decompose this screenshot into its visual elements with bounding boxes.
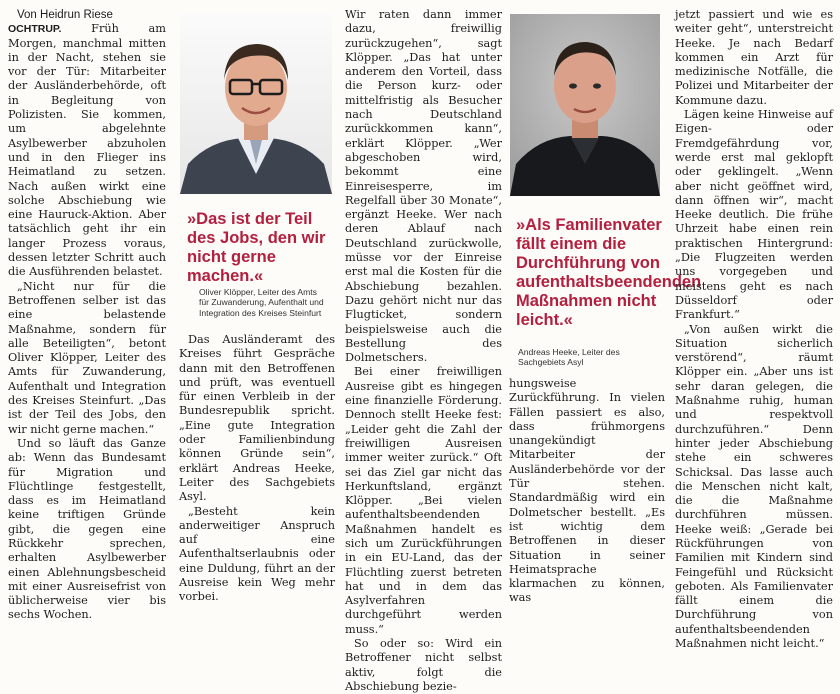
paragraph: „Besteht kein anderweitiger Anspruch auf eine Aufenthaltserlaubnis oder eine Duldung, führt an der Ausreise kein Weg mehr vorbei.	[179, 504, 335, 604]
article-column-2	[179, 333, 335, 604]
pull-quote-heeke: »Als Familienvater fällt einem die Durchführung von aufenthaltsbeendenden Maßnahmen nicht leicht.«	[516, 216, 702, 329]
paragraph: Bei einer freiwilligen Ausreise gibt es hingegen eine finanzielle Förderung. Dennoch stellt Heeke fest: „Leider geht die Zahl der freiwilligen Ausreisen immer weiter zurück.“ Oft sei das Ziel gar nicht das Herkunftsland, ergänzt Klöpper. „Bei vielen aufenthaltsbeendenden Maßnahmen handelt es sich um Zurückführungen in ein EU-Land, das der Flüchtling zuerst betreten hat und in dem das Asylverfahren durchgeführt werden muss.“	[345, 365, 502, 636]
paragraph: jetzt passiert und wie es weiter geht“, unterstreicht Heeke. Je nach Bedarf kommen ein Arzt für medizinische Notfälle, die Polizei und Mitarbeiter der Kommune dazu.	[675, 8, 833, 107]
paragraph: „Von außen wirkt die Situation sicherlich verstörend“, räumt Klöpper ein. „Aber uns ist sehr daran gelegen, die Maßnahme ruhig, human und respektvoll durchzuführen.“ Denn hinter jeder Abschiebung stehe ein schweres Schicksal. Das lasse auch die Menschen nicht kalt, die die Maßnahme durchführen müssen. Heeke weiß: „Gerade bei Rückführungen von Familien mit Kindern sind Feingefühl und Rücksicht geboten. Als Familienvater fällt einem die Durchführung von aufenthaltsbeendenden Maßnahmen nicht leicht.“	[675, 322, 833, 651]
paragraph: Und so läuft das Ganze ab: Wenn das Bundesamt für Migration und Flüchtlinge festgestellt, dass es im Heimatland keine triftigen Gründe gibt, die gegen eine Rückkehr sprechen, erhalten Asylbewerber einen Ablehnungsbescheid mit einer Ausreisefrist von üblicherweise vier bis sechs Wochen.	[8, 436, 166, 622]
article-column-4	[509, 377, 665, 605]
article-column-5	[675, 8, 833, 651]
dateline: OCHTRUP.	[8, 23, 62, 36]
paragraph: Das Ausländeramt des Kreises führt Gespräche dann mit den Betroffenen und prüft, was eventuell für einen Verbleib in der Bundesrepublik spricht. „Eine gute Integration oder Familienbindung können Gründe sein“, erklärt Andreas Heeke, Leiter des Sachgebiets Asyl.	[179, 333, 335, 504]
article-column-3	[345, 8, 502, 693]
paragraph: Wir raten dann immer dazu, freiwillig zurückzugehen“, sagt Klöpper. „Das hat unter anderem den Vorteil, dass die Person kurz- oder mittelfristig als Besucher nach Deutschland zurückkommen kann“, erklärt Klöpper. „Wer abgeschoben wird, bekommt eine Einreisesperre, im Regelfall über 30 Monate“, ergänzt Heeke. Wer nach deren Ablauf nach Deutschland zurückwolle, müsse vor der Einreise erst mal die Kosten für die Abschiebung bezahlen. Dazu gehört nicht nur das Flugticket, sondern beispielsweise auch die Bestellung des Dolmetschers.	[345, 8, 502, 365]
caption-heeke: Andreas Heeke, Leiter des Sachgebiets Asyl	[518, 347, 620, 368]
paragraph: So oder so: Wird ein Betroffener nicht selbst aktiv, folgt die Abschiebung bezie-	[345, 637, 502, 693]
photo-andreas-heeke	[510, 14, 660, 196]
photo-oliver-kloepper	[180, 14, 332, 194]
paragraph: „Nicht nur für die Betroffenen selber ist das eine belastende Maßnahme, sondern für alle Beteiligten“, betont Oliver Klöpper, Leiter des Amts für Zuwanderung, Aufenthalt und Integration des Kreises Steinfurt. „Das ist der Teil des Jobs, den wir nicht gerne machen.“	[8, 279, 166, 436]
byline: Von Heidrun Riese	[17, 9, 113, 21]
paragraph: Lägen keine Hinweise auf Eigen- oder Fremdgefährdung vor, werde erst mal geklopft oder geklingelt. „Wenn aber nicht geöffnet wird, dann öffnen wir“, macht Heeke deutlich. Die frühe Uhrzeit habe einen rein praktischen Hintergrund: „Die Flugzeiten werden uns vorgegeben und meistens geht es nach Düsseldorf oder Frankfurt.“	[675, 108, 833, 322]
caption-kloepper: Oliver Klöpper, Leiter des Amts für Zuwanderung, Aufenthalt und Integration des Kreises Steinfurt	[199, 287, 324, 318]
pull-quote-kloepper: »Das ist der Teil des Jobs, den wir nicht gerne machen.«	[187, 210, 326, 285]
paragraph: hungsweise Zurückführung. In vielen Fällen passiert es also, dass frühmorgens unangekündigt Mitarbeiter der Ausländerbehörde vor der Tür stehen. Standardmäßig wird ein Dolmetscher bestellt. „Es ist wichtig dem Betroffenen in dieser Situation in seiner Heimatsprache klarmachen zu können, was	[509, 377, 665, 605]
paragraph: OCHTRUP. Früh am Morgen, manchmal mitten in der Nacht, stehen sie vor der Tür: Mitarbeiter der Ausländerbehörde, oft in Begleitung von Polizisten. Sie kommen, um abgelehnte Asylbewerber abzuholen und in den Flieger ins Heimatland zu setzen. Nach außen wirkt eine solche Abschiebung wie eine Hauruck-Aktion. Aber tatsächlich geht ihr ein langer Prozess voraus, dessen letzter Schritt auch die Ausführenden belastet.	[8, 22, 166, 279]
article-column-1	[8, 8, 166, 622]
